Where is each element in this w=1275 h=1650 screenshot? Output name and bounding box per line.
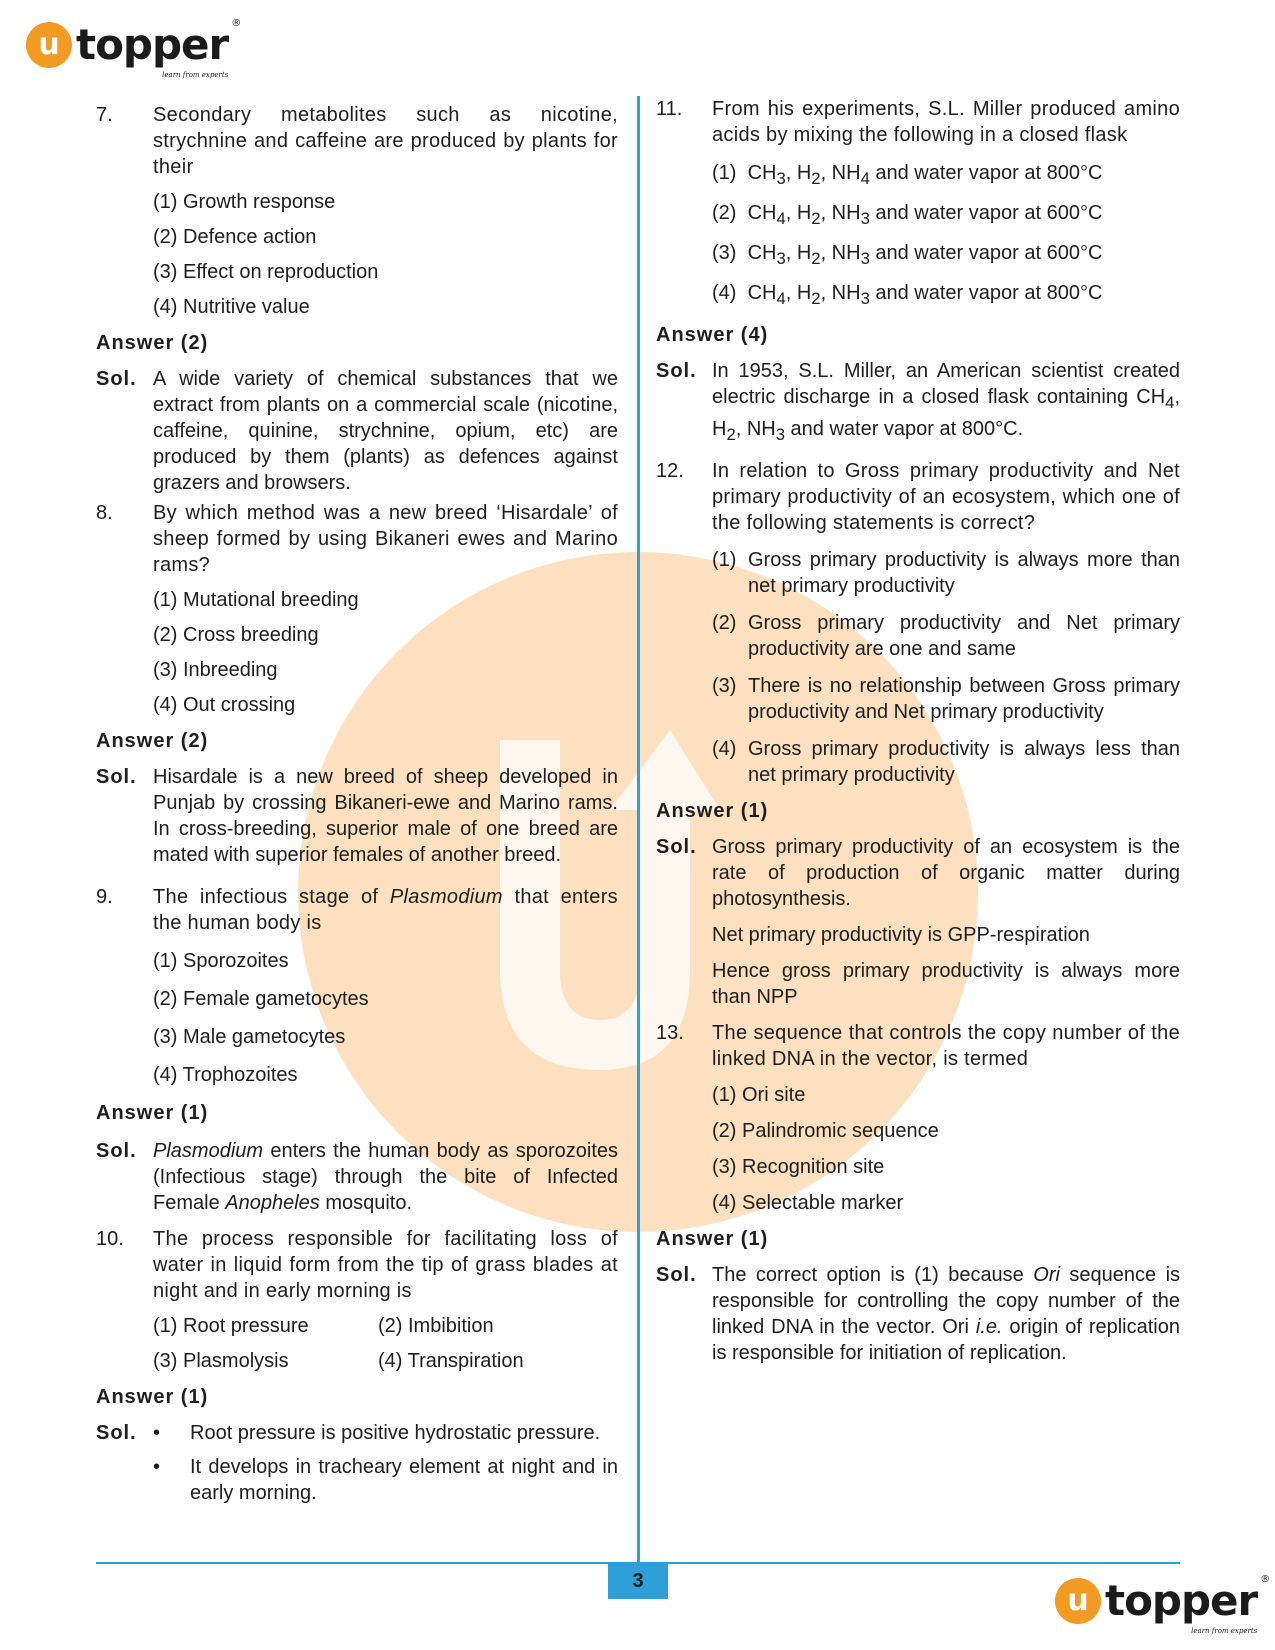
question-7 — [96, 102, 618, 180]
option: (1) $CH_3$, $H_2$, $NH_4$ and water vapor at 800°C — [712, 162, 1103, 188]
solution-text: Plasmodium enters the human body as sporozoites (Infectious stage) through the bite of Infected Female Anopheles mosquito. — [153, 1140, 618, 1214]
question-number: 7. — [96, 104, 113, 126]
option: (3) Effect on reproduction — [153, 261, 379, 283]
solution-text: In 1953, S.L. Miller, an American scientist created electric discharge in a closed flask containing $CH_4$, $H_2$, $NH_3$ and water vapor at 800°C. — [712, 360, 1180, 444]
option: (4) Trophozoites — [153, 1064, 298, 1086]
question-text: Secondary metabolites such as nicotine, strychnine and caffeine are produced by plants for their — [153, 104, 618, 178]
option: (3) Recognition site — [712, 1156, 885, 1178]
solution — [96, 1138, 618, 1216]
solution-label: Sol. — [96, 1422, 137, 1444]
bullet-icon: • — [153, 1456, 161, 1478]
solution-text: The correct option is (1) because Ori sequence is responsible for controlling the copy number of the linked DNA in the vector. Ori i.e. origin of replication is responsible for initiation of replication. — [712, 1264, 1181, 1364]
solution-text: Hisardale is a new breed of sheep developed in Punjab by crossing Bikaneri-ewe and Marino rams. In cross-breeding, superior male of one breed are mated with superior females of another breed. — [153, 766, 618, 866]
option: (2) Defence action — [153, 226, 317, 248]
answer: Answer (1) — [656, 800, 769, 822]
question-number: 8. — [96, 502, 113, 524]
question-number: 13. — [656, 1022, 684, 1044]
solution-label: Sol. — [96, 766, 137, 788]
question-9 — [96, 884, 618, 936]
solution — [656, 834, 1180, 912]
page-number: 3 — [608, 1563, 668, 1599]
option-row — [153, 1348, 618, 1374]
brand-tagline: learn from experts — [162, 71, 229, 79]
solution-text: A wide variety of chemical substances that we extract from plants on a commercial scale (nicotine, caffeine, quinine, strychnine, opium, etc) are produced by them (plants) as defences against grazers and browsers. — [153, 368, 618, 494]
option: (4) Transpiration — [378, 1350, 524, 1372]
solution-text: Net primary productivity is GPP-respiration — [712, 924, 1090, 946]
question-8 — [96, 500, 618, 578]
option: (1) Gross primary productivity is always more than net primary productivity — [712, 549, 1180, 597]
solution-text: Gross primary productivity of an ecosystem is the rate of production of organic matter during photosynthesis. — [712, 836, 1180, 910]
question-12 — [656, 458, 1180, 536]
question-number: 9. — [96, 886, 113, 908]
option: (1) Growth response — [153, 191, 336, 213]
solution-text: Hence gross primary productivity is always more than NPP — [712, 960, 1180, 1008]
option: (4) $CH_4$, $H_2$, $NH_3$ and water vapor at 800°C — [712, 282, 1103, 308]
option: (1) Sporozoites — [153, 950, 289, 972]
solution-label: Sol. — [96, 368, 137, 390]
solution — [96, 1420, 618, 1506]
solution-label: Sol. — [656, 836, 697, 858]
question-text: From his experiments, S.L. Miller produced amino acids by mixing the following in a closed flask — [712, 98, 1180, 146]
question-text: The infectious stage of Plasmodium that enters the human body is — [153, 886, 618, 934]
option: (4) Gross primary productivity is always less than net primary productivity — [712, 738, 1180, 786]
solution — [96, 366, 618, 496]
brand-badge-icon: u — [26, 22, 72, 68]
answer: Answer (1) — [656, 1228, 769, 1250]
brand-logo-footer — [1055, 1574, 1270, 1635]
option: (1) Mutational breeding — [153, 589, 359, 611]
option: (1) Ori site — [712, 1084, 806, 1106]
brand-badge-icon: u — [1055, 1578, 1101, 1624]
brand-tagline: learn from experts — [1191, 1627, 1258, 1635]
column-divider — [637, 96, 640, 1566]
solution-label: Sol. — [96, 1140, 137, 1162]
question-number: 11. — [656, 98, 683, 120]
registered-mark: ® — [231, 18, 241, 29]
option: (2) Imbibition — [378, 1315, 494, 1337]
solution-label: Sol. — [656, 360, 697, 382]
solution — [656, 358, 1180, 448]
solution — [656, 1262, 1180, 1366]
solution-text — [153, 1420, 618, 1506]
question-text: In relation to Gross primary productivity and Net primary productivity of an ecosystem, which one of the following statements is correct? — [712, 460, 1180, 534]
brand-name: topper — [76, 20, 229, 69]
answer: Answer (2) — [96, 730, 209, 752]
registered-mark: ® — [1260, 1574, 1270, 1585]
solution — [96, 764, 618, 868]
option-row — [153, 1313, 618, 1339]
question-text: The sequence that controls the copy number of the linked DNA in the vector, is termed — [712, 1022, 1180, 1070]
option: (3) $CH_3$, $H_2$, $NH_3$ and water vapor at 600°C — [712, 242, 1103, 268]
question-text: The process responsible for facilitating loss of water in liquid form from the tip of grass blades at night and in early morning is — [153, 1228, 618, 1302]
option: (2) Palindromic sequence — [712, 1120, 939, 1142]
bullet-point: • It develops in tracheary element at night and in early morning. — [153, 1456, 618, 1504]
bullet-point: • Root pressure is positive hydrostatic pressure. — [153, 1422, 601, 1444]
brand-name: topper — [1105, 1576, 1258, 1625]
solution-label: Sol. — [656, 1264, 697, 1286]
option: (4) Selectable marker — [712, 1192, 904, 1214]
brand-logo — [26, 18, 241, 79]
answer: Answer (2) — [96, 332, 209, 354]
option: (1) Root pressure — [153, 1315, 309, 1337]
option: (4) Nutritive value — [153, 296, 310, 318]
question-text: By which method was a new breed ‘Hisardale’ of sheep formed by using Bikaneri ewes and Marino rams? — [153, 502, 618, 576]
option: (3) Inbreeding — [153, 659, 278, 681]
question-11 — [656, 96, 1180, 148]
answer: Answer (1) — [96, 1102, 209, 1124]
option: (3) There is no relationship between Gross primary productivity and Net primary productivity — [712, 675, 1180, 723]
option: (2) $CH_4$, $H_2$, $NH_3$ and water vapor at 600°C — [712, 202, 1103, 228]
answer: Answer (4) — [656, 324, 769, 346]
right-column — [656, 96, 1180, 1366]
question-10 — [96, 1226, 618, 1304]
option: (2) Gross primary productivity and Net primary productivity are one and same — [712, 612, 1180, 660]
option: (3) Plasmolysis — [153, 1350, 289, 1372]
answer: Answer (1) — [96, 1386, 209, 1408]
option: (2) Female gametocytes — [153, 988, 369, 1010]
option: (4) Out crossing — [153, 694, 296, 716]
question-number: 10. — [96, 1228, 124, 1250]
question-13 — [656, 1020, 1180, 1072]
question-number: 12. — [656, 460, 684, 482]
left-column — [96, 102, 618, 1506]
bullet-icon: • — [153, 1422, 161, 1444]
option: (3) Male gametocytes — [153, 1026, 346, 1048]
option: (2) Cross breeding — [153, 624, 319, 646]
